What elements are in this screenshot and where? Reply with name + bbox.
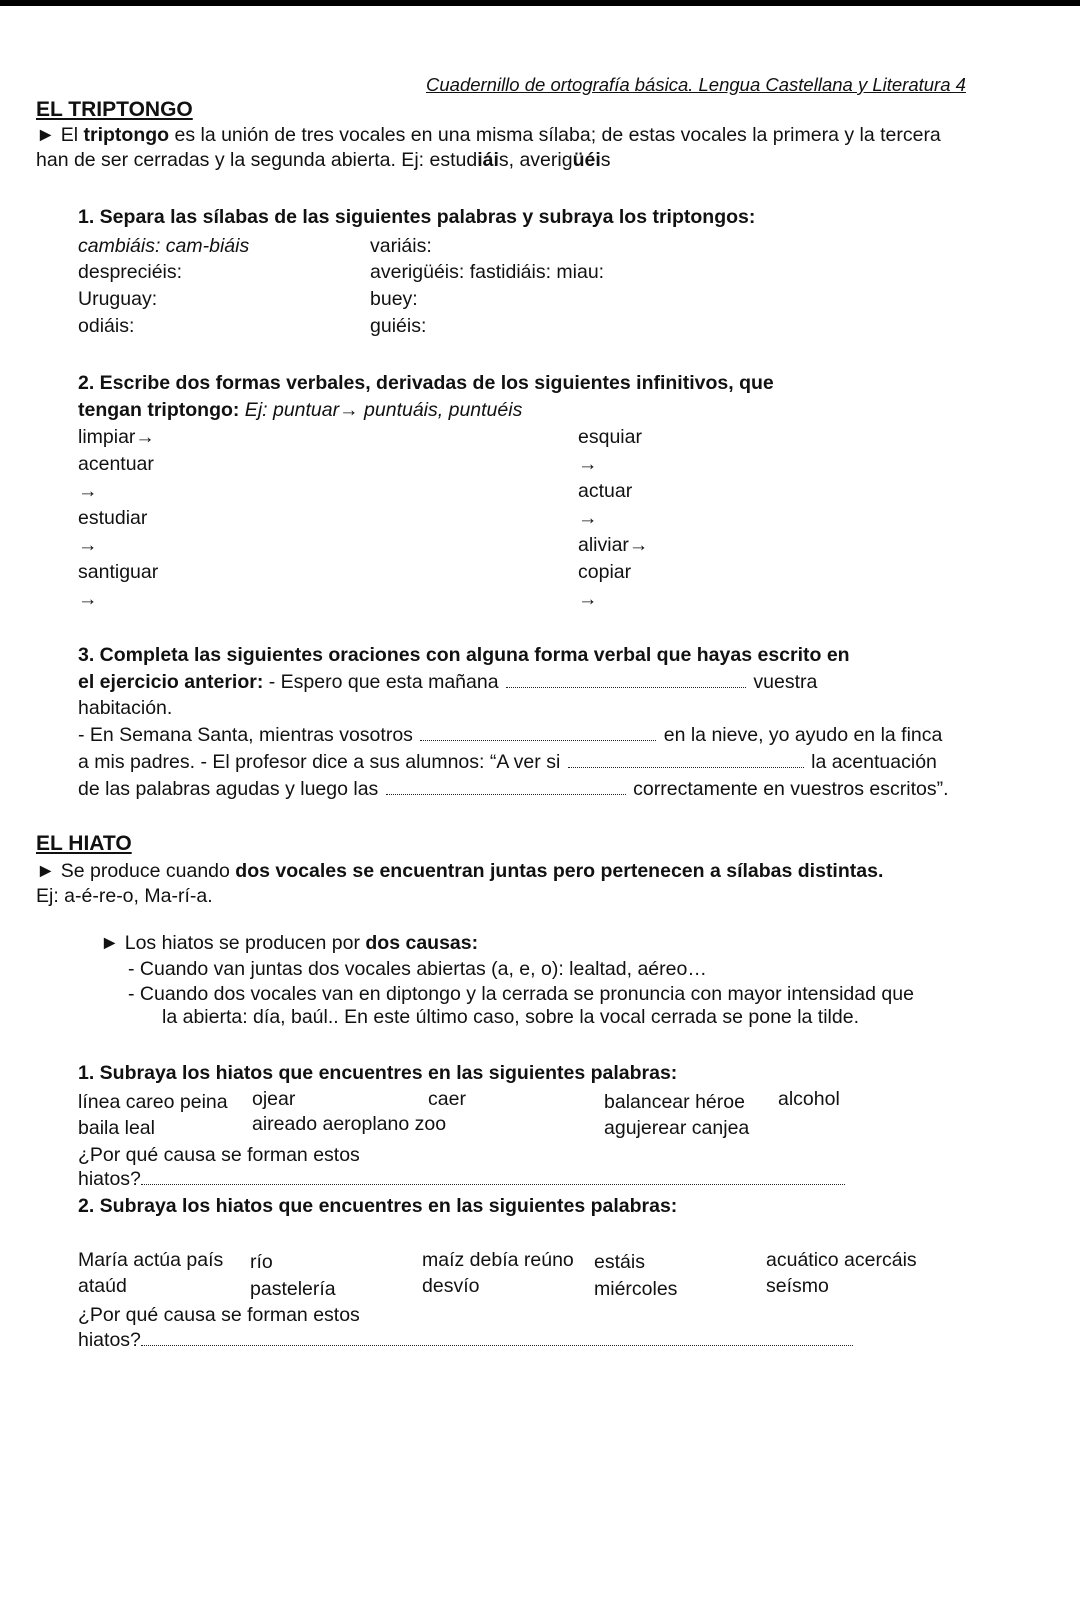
blank-line[interactable] bbox=[420, 726, 656, 741]
ex3-sentence-3 bbox=[78, 751, 937, 774]
def-text: han de ser cerradas y la segunda abierta. Ej: estud bbox=[36, 149, 478, 171]
word-group: caer bbox=[428, 1088, 466, 1110]
header-title: Cuadernillo de ortografía básica. Lengua Castellana y Literatura bbox=[426, 74, 951, 95]
answer-line[interactable] bbox=[141, 1331, 853, 1346]
word-group: agujerear canjea bbox=[604, 1117, 750, 1139]
word-group: alcohol bbox=[778, 1088, 840, 1110]
word-group: miércoles bbox=[594, 1278, 678, 1300]
ex3-sentence-2 bbox=[78, 724, 942, 747]
word-item: variáis: bbox=[370, 235, 432, 257]
question-text: hiatos? bbox=[78, 1329, 141, 1351]
word-group: línea careo peina bbox=[78, 1091, 228, 1113]
triptongo-title: EL TRIPTONGO bbox=[36, 98, 193, 121]
verb-item: aliviar→ bbox=[578, 534, 649, 556]
ex2-example: Ej: puntuar→ puntuáis, puntuéis bbox=[239, 399, 523, 421]
hiato-ex1-title: 1. Subraya los hiatos que encuentres en las siguientes palabras: bbox=[78, 1062, 678, 1084]
word-group: aireado aeroplano zoo bbox=[252, 1113, 447, 1135]
def-text: s, averig bbox=[498, 149, 573, 171]
question-text: hiatos? bbox=[78, 1168, 141, 1190]
verb-item: actuar bbox=[578, 480, 633, 502]
causes-bold: dos causas: bbox=[365, 932, 479, 954]
arrow-item: → bbox=[78, 480, 98, 502]
ex3-sentence-4 bbox=[78, 778, 949, 801]
word-group: baila leal bbox=[78, 1117, 155, 1139]
top-border bbox=[0, 0, 1080, 6]
sentence-text: vuestra bbox=[747, 671, 818, 693]
def-text: . bbox=[877, 860, 884, 882]
arrow-item: → bbox=[578, 588, 598, 610]
hiato-example: Ej: a-é-re-o, Ma-rí-a. bbox=[36, 885, 213, 907]
blank-line[interactable] bbox=[506, 673, 746, 688]
verb-item: esquiar bbox=[578, 426, 642, 448]
sentence-text: - En Semana Santa, mientras vosotros bbox=[78, 724, 419, 746]
triptongo-ex1-title: 1. Separa las sílabas de las siguientes palabras y subraya los triptongos: bbox=[78, 206, 756, 228]
word-group: pastelería bbox=[250, 1278, 336, 1300]
word-group: María actúa país bbox=[78, 1249, 224, 1271]
triptongo-ex3-title: 3. Completa las siguientes oraciones con alguna forma verbal que hayas escrito en bbox=[78, 644, 850, 666]
hiato-definition bbox=[36, 860, 883, 883]
word-group: estáis bbox=[594, 1251, 645, 1273]
arrow-item: → bbox=[78, 534, 98, 556]
ex3-sentence-1-cont: habitación. bbox=[78, 697, 173, 719]
arrow-item: → bbox=[578, 453, 598, 475]
answer-line[interactable] bbox=[141, 1170, 845, 1185]
def-text: Se produce cuando bbox=[60, 860, 236, 882]
hiato-ex1-question: ¿Por qué causa se forman estos bbox=[78, 1144, 360, 1166]
word-item: averigüéis: fastidiáis: miau: bbox=[370, 261, 605, 283]
word-item: cambiáis: cam-biáis bbox=[78, 235, 250, 257]
document-header bbox=[426, 74, 966, 96]
sentence-text: - Espero que esta mañana bbox=[263, 671, 504, 693]
word-group: maíz debía reúno bbox=[422, 1249, 574, 1271]
word-group: ojear bbox=[252, 1088, 296, 1110]
sentence-text: correctamente en vuestros escritos”. bbox=[627, 778, 949, 800]
ex2-subtitle-bold: tengan triptongo: bbox=[78, 399, 240, 421]
triptongo-ex2-subtitle bbox=[78, 399, 522, 422]
bullet-arrow-icon: ► bbox=[36, 124, 56, 146]
verb-item: santiguar bbox=[78, 561, 159, 583]
sentence-text: en la nieve, yo ayudo en la finca bbox=[658, 724, 943, 746]
hiato-causes bbox=[100, 932, 478, 955]
hiato-cause-2: - Cuando dos vocales van en diptongo y la cerrada se pronuncia con mayor intensidad que bbox=[128, 983, 914, 1005]
verb-item: limpiar→ bbox=[78, 426, 155, 448]
def-text: es la unión de tres vocales en una misma sílaba; de estas vocales la primera y la tercera bbox=[169, 124, 941, 146]
sentence-text: la acentuación bbox=[805, 751, 937, 773]
hiato-ex2-question: ¿Por qué causa se forman estos bbox=[78, 1304, 360, 1326]
triptongo-ex2-title: 2. Escribe dos formas verbales, derivadas de los siguientes infinitivos, que bbox=[78, 372, 774, 394]
blank-line[interactable] bbox=[386, 780, 626, 795]
bullet-arrow-icon: ► bbox=[100, 932, 120, 954]
bullet-arrow-icon: ► bbox=[36, 860, 56, 882]
hiato-cause-2-cont: la abierta: día, baúl.. En este último caso, sobre la vocal cerrada se pone la tilde. bbox=[162, 1006, 859, 1028]
arrow-item: → bbox=[578, 507, 598, 529]
word-group: río bbox=[250, 1251, 273, 1273]
triptongo-definition-line2 bbox=[36, 149, 611, 172]
word-item: odiáis: bbox=[78, 315, 135, 337]
arrow-item: → bbox=[78, 588, 98, 610]
hiato-ex2-answer bbox=[78, 1329, 855, 1352]
def-text: El bbox=[60, 124, 84, 146]
page-number: 4 bbox=[955, 74, 966, 95]
verb-item: copiar bbox=[578, 561, 632, 583]
hiato-cause-1: - Cuando van juntas dos vocales abiertas (a, e, o): lealtad, aéreo… bbox=[128, 958, 707, 980]
verb-item: acentuar bbox=[78, 453, 154, 475]
word-item: despreciéis: bbox=[78, 261, 183, 283]
word-group: desvío bbox=[422, 1275, 480, 1297]
word-group: balancear héroe bbox=[604, 1091, 745, 1113]
def-bold: iái bbox=[477, 149, 499, 171]
ex3-title-bold: el ejercicio anterior: bbox=[78, 671, 264, 693]
causes-text: Los hiatos se producen por bbox=[124, 932, 366, 954]
sentence-text: de las palabras agudas y luego las bbox=[78, 778, 384, 800]
word-item: Uruguay: bbox=[78, 288, 158, 310]
triptongo-definition-line1 bbox=[36, 124, 941, 147]
sentence-text: a mis padres. - El profesor dice a sus alumnos: “A ver si bbox=[78, 751, 566, 773]
word-group: acuático acercáis bbox=[766, 1249, 917, 1271]
hiato-ex2-title: 2. Subraya los hiatos que encuentres en las siguientes palabras: bbox=[78, 1195, 678, 1217]
word-group: seísmo bbox=[766, 1275, 829, 1297]
verb-item: estudiar bbox=[78, 507, 148, 529]
def-bold: dos vocales se encuentran juntas pero pertenecen a sílabas distintas bbox=[235, 860, 878, 882]
def-text: s bbox=[600, 149, 611, 171]
def-bold: triptongo bbox=[83, 124, 170, 146]
word-item: buey: bbox=[370, 288, 418, 310]
blank-line[interactable] bbox=[568, 753, 804, 768]
word-group: ataúd bbox=[78, 1275, 127, 1297]
word-item: guiéis: bbox=[370, 315, 427, 337]
hiato-ex1-answer bbox=[78, 1168, 847, 1191]
def-bold: üéi bbox=[572, 149, 601, 171]
hiato-title: EL HIATO bbox=[36, 832, 132, 855]
ex3-sentence-1 bbox=[78, 671, 817, 694]
